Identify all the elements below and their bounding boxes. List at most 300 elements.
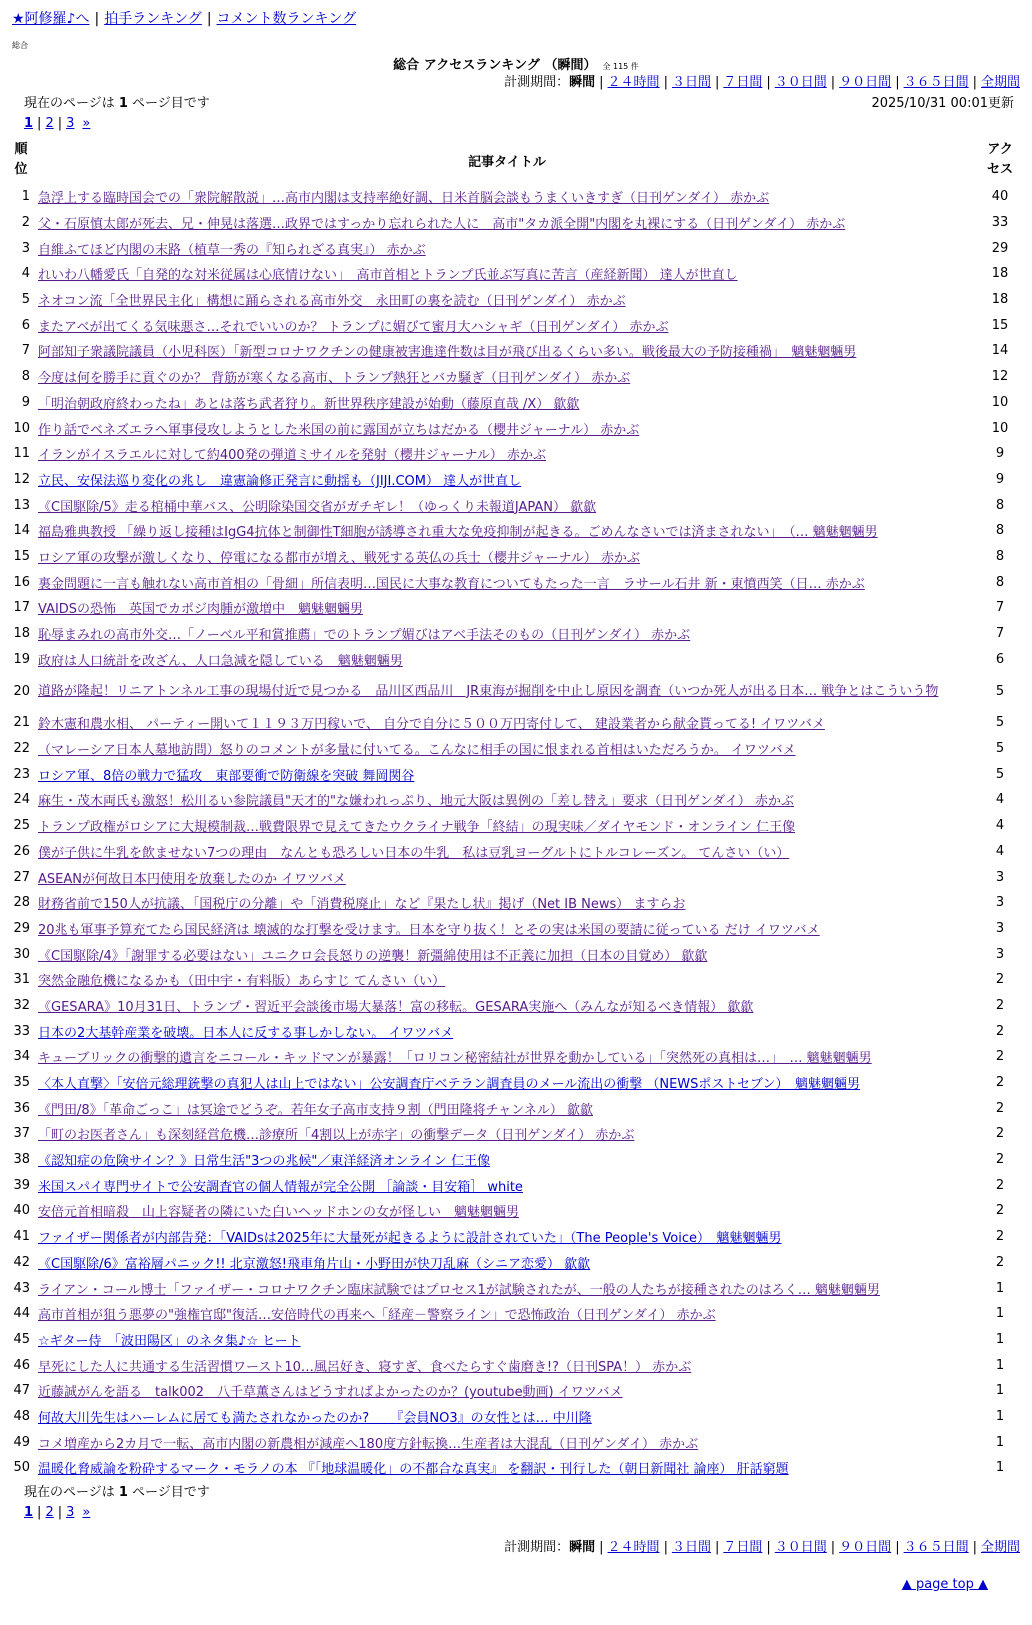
access-count-cell: 7	[995, 600, 1005, 616]
ranking-table	[12, 136, 1020, 1481]
access-count-cell: 8	[995, 574, 1005, 590]
access-count-cell: 5	[995, 715, 1005, 731]
article-link[interactable]: 鈴木憲和農水相、 パーティー開いて１１９３万円稼いで、 自分で自分に５００万円寄付して、 建設業者から献金貰ってる! イワツバメ	[38, 717, 825, 733]
article-link[interactable]: 立民、安保法巡り変化の兆し 違憲論修正発言に動揺も（JIJI.COM） 達人が世直し	[38, 473, 522, 489]
rank-cell: 6	[21, 317, 30, 333]
page-title	[12, 54, 1020, 72]
period-link-4[interactable]: ９０日間	[839, 1539, 892, 1555]
article-link[interactable]: ASEANが何故日本円使用を放棄したのか イワツバメ	[38, 871, 346, 887]
table-row	[12, 467, 1020, 493]
title-cell	[34, 1301, 980, 1327]
rank-cell: 14	[13, 523, 30, 539]
article-link[interactable]: コメ増産から2カ月で一転、高市内閣の新農相が減産へ180度方針転換…生産者は大混乱（日刊ゲンダイ） 赤かぶ	[38, 1436, 699, 1452]
table-row	[12, 1224, 1020, 1250]
table-row	[12, 569, 1020, 595]
table-row	[12, 312, 1020, 338]
title-cell	[34, 864, 980, 890]
table-row	[12, 287, 1020, 313]
table-row	[12, 595, 1020, 621]
title-cell	[34, 1172, 980, 1198]
access-count-cell: 1	[995, 1306, 1005, 1322]
access-count-cell: 4	[995, 843, 1005, 859]
article-link[interactable]: VAIDSの恐怖 英国でカポジ肉腫が激増中 魑魅魍魎男	[38, 602, 364, 618]
rank-cell: 44	[13, 1306, 30, 1322]
access-count-cell: 8	[995, 497, 1005, 513]
title-cell	[34, 1147, 980, 1173]
table-row	[12, 1429, 1020, 1455]
current-page-text: 現在のページは 1 ページ目です	[24, 96, 210, 111]
table-row	[12, 1121, 1020, 1147]
page-link-3[interactable]: 3	[66, 1504, 75, 1520]
access-count-cell: 2	[995, 1049, 1005, 1065]
table-row	[12, 993, 1020, 1019]
access-count-cell: 18	[991, 266, 1009, 282]
access-count-cell: 8	[995, 548, 1005, 564]
pagination-bottom	[12, 1503, 1020, 1523]
article-link[interactable]: 今度は何を勝手に貢ぐのか？ 背筋が寒くなる高市、トランプ熱狂とバカ騒ぎ（日刊ゲンダイ） 赤かぶ	[38, 371, 631, 387]
title-cell	[34, 518, 980, 544]
pagination	[12, 114, 1020, 134]
article-link[interactable]: ☆ギター侍 「波田陽区」のネタ集♪☆ ヒート	[38, 1333, 301, 1349]
current-page-text: 現在のページは 1 ページ目です	[24, 1484, 210, 1500]
rank-cell: 13	[13, 497, 30, 513]
table-row	[12, 1275, 1020, 1301]
article-link[interactable]: 阿部知子衆議院議員（小児科医）「新型コロナワクチンの健康被害進達件数は目が飛び出るくらい多い。戦後最大の予防接種禍」 魑魅魍魎男	[38, 345, 857, 361]
table-row	[12, 441, 1020, 467]
table-row	[12, 787, 1020, 813]
article-link[interactable]: 高市首相が狙う悪夢の"強権官邸"復活…安倍時代の再来へ「経産－警察ライン」で恐怖政治（日刊ゲンダイ） 赤かぶ	[38, 1308, 716, 1324]
page-link-current[interactable]: 1	[24, 116, 34, 131]
access-count-cell: 1	[995, 1434, 1005, 1450]
article-link[interactable]: キューブリックの衝撃的遺言をニコール・キッドマンが暴露！「ロリコン秘密結社が世界を動かしている」「突然死の真相は…」 … 魑魅魍魎男	[38, 1051, 872, 1067]
period-link-2[interactable]: ７日間	[723, 1539, 763, 1555]
period-current: 瞬間	[569, 1539, 596, 1555]
rank-cell: 26	[13, 843, 30, 859]
article-link[interactable]: 父・石原慎太郎が死去、兄・伸晃は落選…政界ではすっかり忘れられた人に 高市"タカ派全開"内閣を丸裸にする（日刊ゲンダイ） 赤かぶ	[38, 217, 846, 233]
table-row	[12, 184, 1020, 210]
comment-ranking-link[interactable]: コメント数ランキング	[216, 11, 357, 27]
article-link[interactable]: またアベが出てくる気味悪さ…それでいいのか？ トランプに媚びて蜜月大ハシャギ（日刊ゲンダイ） 赤かぶ	[38, 319, 669, 335]
title-cell	[34, 1352, 980, 1378]
article-link[interactable]: 裏金問題に一言も触れない高市首相の「骨細」所信表明…国民に大事な教育についてもたった一言 ラサール石井 新・東憤西笑（日… 赤かぶ	[38, 576, 865, 592]
table-header-row	[12, 136, 1020, 184]
title-cell	[34, 1404, 980, 1430]
title-cell	[34, 787, 980, 813]
table-row	[12, 1378, 1020, 1404]
access-count-cell: 2	[995, 1254, 1005, 1270]
title-cell	[34, 1327, 980, 1353]
table-row	[12, 1018, 1020, 1044]
table-row	[12, 1198, 1020, 1224]
article-link[interactable]: 僕が子供に牛乳を飲ませない7つの理由 なんとも恐ろしい日本の牛乳 私は豆乳ヨーグルトにトルコレーズン。 てんさい（い）	[38, 845, 790, 861]
table-row	[12, 1147, 1020, 1173]
period-separator: |	[830, 1539, 836, 1555]
rank-cell: 17	[13, 600, 30, 616]
article-link[interactable]: 早死にした人に共通する生活習慣ワースト10…風呂好き、寝すぎ、食べたらすぐ歯磨き!?（日刊SPA！） 赤かぶ	[38, 1359, 692, 1375]
rank-cell: 28	[13, 895, 30, 911]
table-row	[12, 390, 1020, 416]
rank-cell: 34	[13, 1049, 30, 1065]
title-cell	[34, 967, 980, 993]
article-link[interactable]: 自維ふてほど内閣の末路（植草一秀の『知られざる真実』） 赤かぶ	[38, 242, 426, 258]
period-separator: |	[972, 75, 977, 90]
asyura-home-link[interactable]: ★阿修羅♪へ	[12, 11, 90, 27]
rank-cell: 47	[13, 1383, 30, 1399]
period-link-3[interactable]: ３０日間	[774, 1539, 827, 1555]
article-link[interactable]: 福島雅典教授 「繰り返し接種はIgG4抗体と制御性T細胞が誘導され重大な免疫抑制が起きる。ごめんなさいでは済まされない」 （… 魑魅魍魎男	[38, 525, 878, 541]
article-link[interactable]: 《認知症の危険サイン？》日常生活"3つの兆候"／東洋経済オンライン 仁王像	[38, 1154, 491, 1170]
title-cell	[34, 1429, 980, 1455]
period-link-5[interactable]: ３６５日間	[903, 75, 969, 90]
page-info-row-bottom	[12, 1483, 1020, 1503]
access-count-cell: 12	[991, 369, 1009, 385]
title-cell	[34, 415, 980, 441]
article-link[interactable]: 《C国駆除/4》「謝罪する必要はない」ユニクロ会長怒りの逆襲！新彊綿使用は不正義に加担（日本の目覚め） 歙歙	[38, 948, 708, 964]
rank-cell: 42	[13, 1254, 30, 1270]
rank-cell: 29	[13, 920, 30, 936]
article-link[interactable]: 急浮上する臨時国会での「衆院解散説」…高市内閣は支持率絶好調、日米首脳会談もうまくいきすぎ（日刊ゲンダイ） 赤かぶ	[38, 191, 770, 207]
title-cell	[34, 890, 980, 916]
rank-cell: 43	[13, 1280, 30, 1296]
title-cell	[34, 287, 980, 313]
ranking-title: 総合 アクセスランキング （瞬間）	[393, 58, 597, 73]
access-count-cell: 1	[995, 1460, 1005, 1476]
table-row	[12, 415, 1020, 441]
access-count-cell: 2	[995, 997, 1005, 1013]
article-link[interactable]: ロシア軍の攻撃が激しくなり、停電になる都市が増え、戦死する英仏の兵士（櫻井ジャーナル） 赤かぶ	[38, 550, 641, 566]
access-count-cell: 2	[995, 972, 1005, 988]
title-cell	[34, 761, 980, 787]
access-count-cell: 1	[995, 1357, 1005, 1373]
rank-cell: 19	[13, 651, 30, 667]
title-cell	[34, 736, 980, 762]
period-label: 計測期間：	[504, 75, 570, 90]
access-count-cell: 9	[995, 446, 1005, 462]
article-link[interactable]: イランがイスラエルに対して約400発の弾道ミサイルを発射（櫻井ジャーナル） 赤かぶ	[38, 448, 546, 464]
period-link-2[interactable]: ７日間	[723, 75, 763, 90]
article-link[interactable]: 《C国駆除/6》富裕層パニック!! 北京激怒!飛車角片山・小野田が快刀乱麻（シニア恋愛） 歙歙	[38, 1256, 591, 1272]
table-row	[12, 941, 1020, 967]
rank-cell: 27	[13, 869, 30, 885]
rank-cell: 25	[13, 818, 30, 834]
title-cell	[34, 621, 980, 647]
article-link[interactable]: （マレーシア日本人墓地訪問）怒りのコメントが多量に付いてる。こんなに相手の国に恨まれる首相はいただろうか。 イワツバメ	[38, 743, 796, 759]
table-row	[12, 364, 1020, 390]
access-count-cell: 2	[995, 1075, 1005, 1091]
period-separator: |	[663, 75, 668, 90]
table-row	[12, 210, 1020, 236]
title-cell	[34, 1070, 980, 1096]
rank-cell: 18	[13, 626, 30, 642]
table-row	[12, 1404, 1020, 1430]
next-page-link[interactable]: »	[82, 1504, 91, 1520]
title-cell	[34, 390, 980, 416]
rank-cell: 41	[13, 1229, 30, 1245]
article-link[interactable]: 「明治朝政府終わったね」あとは落ち武者狩り。新世界秩序建設が始動（藤原直哉 /X） 歙歙	[38, 396, 580, 412]
title-cell	[34, 916, 980, 942]
table-row	[12, 1095, 1020, 1121]
period-link-1[interactable]: ３日間	[671, 75, 711, 90]
rank-cell: 12	[13, 471, 30, 487]
rank-cell: 45	[13, 1331, 30, 1347]
period-separator: |	[972, 1539, 977, 1555]
rank-cell: 15	[13, 548, 30, 564]
count-column-header: アクセス	[986, 142, 1013, 177]
access-count-cell: 3	[995, 946, 1005, 962]
access-count-cell: 40	[991, 189, 1009, 205]
title-cell	[34, 595, 980, 621]
pager-separator: |	[37, 116, 42, 131]
access-count-cell: 5	[995, 741, 1005, 757]
table-row	[12, 1070, 1020, 1096]
article-link[interactable]: 「町のお医者さん」も深刻経営危機…診療所「4割以上が赤字」の衝撃データ（日刊ゲンダイ） 赤かぶ	[38, 1128, 635, 1144]
article-link[interactable]: 恥辱まみれの高市外交…「ノーベル平和賞推薦」でのトランプ媚びはアベ手法そのもの（日刊ゲンダイ） 赤かぶ	[38, 628, 691, 644]
table-row	[12, 1301, 1020, 1327]
rank-cell: 31	[13, 972, 30, 988]
title-cell	[34, 235, 980, 261]
title-cell	[34, 364, 980, 390]
rank-cell: 4	[21, 266, 30, 282]
access-count-cell: 3	[995, 895, 1005, 911]
article-link[interactable]: 財務省前で150人が抗議、「国税庁の分離」や「消費税廃止」など『果たし状』掲げ（Net IB News） ますらお	[38, 897, 686, 913]
rank-cell: 39	[13, 1177, 30, 1193]
rank-cell: 10	[13, 420, 30, 436]
table-row	[12, 261, 1020, 287]
table-row	[12, 235, 1020, 261]
title-cell	[34, 839, 980, 865]
table-row	[12, 338, 1020, 364]
title-cell	[34, 1455, 980, 1481]
title-cell	[34, 1121, 980, 1147]
rank-cell: 9	[21, 394, 30, 410]
table-row	[12, 1455, 1020, 1481]
current-page-number: 1	[118, 96, 128, 111]
article-link[interactable]: 政府は人口統計を改ざん、人口急減を隠している 魑魅魍魎男	[38, 653, 403, 669]
period-current: 瞬間	[569, 75, 596, 90]
access-count-cell: 2	[995, 1100, 1005, 1116]
title-cell	[34, 993, 980, 1019]
rank-cell: 5	[21, 292, 30, 308]
access-count-cell: 2	[995, 1229, 1005, 1245]
access-count-cell: 1	[995, 1280, 1005, 1296]
rank-cell: 21	[13, 715, 30, 731]
rank-cell: 33	[13, 1023, 30, 1039]
article-link[interactable]: ライアン・コール博士「ファイザー・コロナワクチン臨床試験ではプロセス1が試験されたが、一般の人たちが接種されたのはろく… 魑魅魍魎男	[38, 1282, 880, 1298]
rank-cell: 49	[13, 1434, 30, 1450]
article-link[interactable]: 《GESARA》10月31日、トランプ・習近平会談後市場大暴落！富の移転。GESARA実施へ（みんなが知るべき情報） 歙歙	[38, 999, 754, 1015]
rank-cell: 8	[21, 369, 30, 385]
access-count-cell: 1	[995, 1383, 1005, 1399]
title-column-header: 記事タイトル	[468, 154, 546, 170]
rank-cell: 20	[13, 683, 30, 699]
access-count-cell: 7	[995, 626, 1005, 642]
period-label: 計測期間：	[504, 1539, 570, 1555]
rank-cell: 48	[13, 1408, 30, 1424]
rank-cell: 36	[13, 1100, 30, 1116]
title-cell	[34, 261, 980, 287]
rank-cell: 3	[21, 240, 30, 256]
rank-cell: 40	[13, 1203, 30, 1219]
title-cell	[34, 1250, 980, 1276]
period-link-1[interactable]: ３日間	[671, 1539, 711, 1555]
access-count-cell: 10	[991, 394, 1009, 410]
rank-cell: 16	[13, 574, 30, 590]
article-link[interactable]: 近藤誠がんを語る talk002 八千草薫さんはどうすればよかったのか？(youtube動画) イワツバメ	[38, 1385, 623, 1401]
rank-cell: 24	[13, 792, 30, 808]
rank-cell: 32	[13, 997, 30, 1013]
title-cell	[34, 672, 980, 710]
article-link[interactable]: 何故大川先生はハーレムに居ても満たされなかったのか? ＿ 『会員NO3』の女性とは… 中川隆	[38, 1410, 592, 1426]
page-link-2[interactable]: 2	[45, 116, 54, 131]
period-link-6[interactable]: 全期間	[980, 75, 1020, 90]
article-link[interactable]: 作り話でベネズエラへ軍事侵攻しようとした米国の前に露国が立ちはだかる（櫻井ジャーナル） 赤かぶ	[38, 422, 640, 438]
category-label: 総合	[12, 41, 28, 50]
period-separator: |	[663, 1539, 668, 1555]
period-link-3[interactable]: ３０日間	[774, 75, 827, 90]
access-count-cell: 4	[995, 792, 1005, 808]
table-row	[12, 544, 1020, 570]
title-cell	[34, 1095, 980, 1121]
title-cell	[34, 1198, 980, 1224]
page-top-link[interactable]: ▲ page top ▲	[901, 1577, 988, 1592]
current-page-number: 1	[118, 1484, 128, 1500]
title-cell	[34, 467, 980, 493]
access-count-cell: 2	[995, 1152, 1005, 1168]
article-link[interactable]: 道路が隆起！リニアトンネル工事の現場付近で見つかる 品川区西品川 JR東海が掘削を中止し原因を調査（いつか死人が出る日本… 戦争とはこういう物	[38, 683, 939, 699]
rank-cell: 35	[13, 1075, 30, 1091]
article-link[interactable]: 20兆も軍事予算充てたら国民経済は 壊滅的な打撃を受けます。日本を守り抜く！とその実は米国の要請に従っている だけ イワツバメ	[38, 922, 820, 938]
table-row	[12, 736, 1020, 762]
period-separator: |	[599, 75, 604, 90]
period-link-0[interactable]: ２４時間	[607, 75, 660, 90]
access-count-cell: 3	[995, 869, 1005, 885]
table-row	[12, 518, 1020, 544]
rank-cell: 30	[13, 946, 30, 962]
period-separator: |	[895, 1539, 900, 1555]
item-count: 全 115 件	[602, 62, 639, 71]
table-row	[12, 492, 1020, 518]
access-count-cell: 15	[991, 317, 1009, 333]
table-row	[12, 967, 1020, 993]
nav-separator: |	[206, 11, 212, 27]
title-cell	[34, 1275, 980, 1301]
access-count-cell: 2	[995, 1203, 1005, 1219]
page-link-2[interactable]: 2	[45, 1504, 54, 1520]
table-row	[12, 672, 1020, 710]
table-row	[12, 864, 1020, 890]
period-link-5[interactable]: ３６５日間	[903, 1539, 969, 1555]
rank-column-header: 順位	[14, 142, 28, 177]
title-cell	[34, 941, 980, 967]
period-separator: |	[714, 1539, 720, 1555]
pager-separator: |	[57, 1504, 63, 1520]
access-count-cell: 3	[995, 920, 1005, 936]
rank-cell: 1	[21, 189, 30, 205]
page-link-3[interactable]: 3	[66, 116, 75, 131]
period-separator: |	[830, 75, 836, 90]
rank-cell: 50	[13, 1460, 30, 1476]
access-count-cell: 5	[995, 683, 1005, 699]
article-link[interactable]: れいわ八幡愛氏「自発的な対米従属は心底情けない」 高市首相とトランプ氏並ぶ写真に苦言（産経新聞） 達人が世直し	[38, 268, 738, 284]
table-row	[12, 839, 1020, 865]
table-row	[12, 1352, 1020, 1378]
table-row	[12, 1250, 1020, 1276]
article-link[interactable]: 〈本人直撃〉「安倍元総理銃撃の真犯人は山上ではない」公安調査庁ベテラン調査員のメール流出の衝撃 （NEWSポストセブン） 魑魅魍魎男	[38, 1077, 861, 1093]
access-count-cell: 5	[995, 766, 1005, 782]
access-count-cell: 1	[995, 1408, 1005, 1424]
article-link[interactable]: 米国スパイ専門サイトで公安調査官の個人情報が完全公開 ［論談・目安箱］ white	[38, 1179, 523, 1195]
period-separator: |	[766, 75, 771, 90]
article-link[interactable]: 安倍元首相暗殺 山上容疑者の隣にいた白いヘッドホンの女が怪しい 魑魅魍魎男	[38, 1205, 520, 1221]
period-selector-bottom	[12, 1537, 1020, 1559]
article-link[interactable]: 麻生・茂木両氏も激怒！松川るい参院議員"天才的"な嫌われっぷり、地元大阪は異例の「差し替え」要求（日刊ゲンダイ） 赤かぶ	[38, 794, 795, 810]
table-row	[12, 813, 1020, 839]
period-separator: |	[599, 1539, 604, 1555]
title-cell	[34, 569, 980, 595]
article-link[interactable]: ファイザー関係者が内部告発：「VAIDsは2025年に大量死が起きるように設計されていた」（The People's Voice） 魑魅魍魎男	[38, 1231, 782, 1247]
period-link-6[interactable]: 全期間	[980, 1539, 1020, 1555]
rank-cell: 46	[13, 1357, 30, 1373]
access-count-cell: 1	[995, 1331, 1005, 1347]
article-link[interactable]: ネオコン流「全世界民主化」構想に踊らされる高市外交 永田町の裏を読む（日刊ゲンダイ） 赤かぶ	[38, 294, 626, 310]
article-link[interactable]: ロシア軍、8倍の戦力で猛攻 東部要衝で防衛線を突破 舞岡関谷	[38, 768, 415, 784]
article-link[interactable]: 《門田/8》「革命ごっこ」は冥途でどうぞ。若年女子高市支持９割（門田隆将チャンネル） 歙歙	[38, 1102, 593, 1118]
rank-cell: 7	[21, 343, 30, 359]
access-count-cell: 6	[995, 651, 1005, 667]
article-link[interactable]: 日本の2大基幹産業を破壊。日本人に反する事しかしない。 イワツバメ	[38, 1025, 454, 1041]
period-separator: |	[895, 75, 900, 90]
access-count-cell: 9	[995, 471, 1005, 487]
access-count-cell: 2	[995, 1126, 1005, 1142]
title-cell	[34, 1018, 980, 1044]
page-link-current[interactable]: 1	[24, 1504, 34, 1520]
rank-cell: 22	[13, 741, 30, 757]
access-count-cell: 2	[995, 1177, 1005, 1193]
table-row	[12, 1327, 1020, 1353]
table-row	[12, 890, 1020, 916]
access-count-cell: 18	[991, 292, 1009, 308]
rank-cell: 11	[13, 446, 30, 462]
table-row	[12, 761, 1020, 787]
article-link[interactable]: 《C国駆除/5》走る棺桶中華バス、公明除染国交省がガチギレ！（ゆっくり未報道JAPAN） 歙歙	[38, 499, 597, 515]
period-selector	[12, 72, 1020, 94]
rank-cell: 38	[13, 1152, 30, 1168]
next-page-link[interactable]: »	[82, 116, 91, 131]
article-link[interactable]: トランプ政権がロシアに大規模制裁…戦費限界で見えてきたウクライナ戦争「終結」の現実味／ダイヤモンド・オンライン 仁王像	[38, 820, 796, 836]
title-cell	[34, 1224, 980, 1250]
access-count-cell: 2	[995, 1023, 1005, 1039]
pager-separator: |	[57, 116, 63, 131]
title-cell	[34, 184, 980, 210]
access-count-cell: 4	[995, 818, 1005, 834]
article-link[interactable]: 温暖化脅威論を粉砕するマーク・モラノの本 『「地球温暖化」の不都合な真実』 を翻訳・刊行した（朝日新聞社 論座） 肝話窮題	[38, 1462, 789, 1478]
title-cell	[34, 646, 980, 672]
title-cell	[34, 338, 980, 364]
period-separator: |	[714, 75, 720, 90]
applause-ranking-link[interactable]: 拍手ランキング	[104, 11, 202, 27]
table-row	[12, 1172, 1020, 1198]
period-link-0[interactable]: ２４時間	[607, 1539, 660, 1555]
period-separator: |	[766, 1539, 771, 1555]
article-link[interactable]: 突然金融危機になるかも（田中宇・有料版）あらすじ てんさい（い）	[38, 974, 446, 990]
period-link-4[interactable]: ９０日間	[839, 75, 892, 90]
access-count-cell: 14	[991, 343, 1009, 359]
pager-separator: |	[37, 1504, 42, 1520]
title-cell	[34, 544, 980, 570]
table-row	[12, 710, 1020, 736]
title-cell	[34, 312, 980, 338]
access-count-cell: 10	[991, 420, 1009, 436]
